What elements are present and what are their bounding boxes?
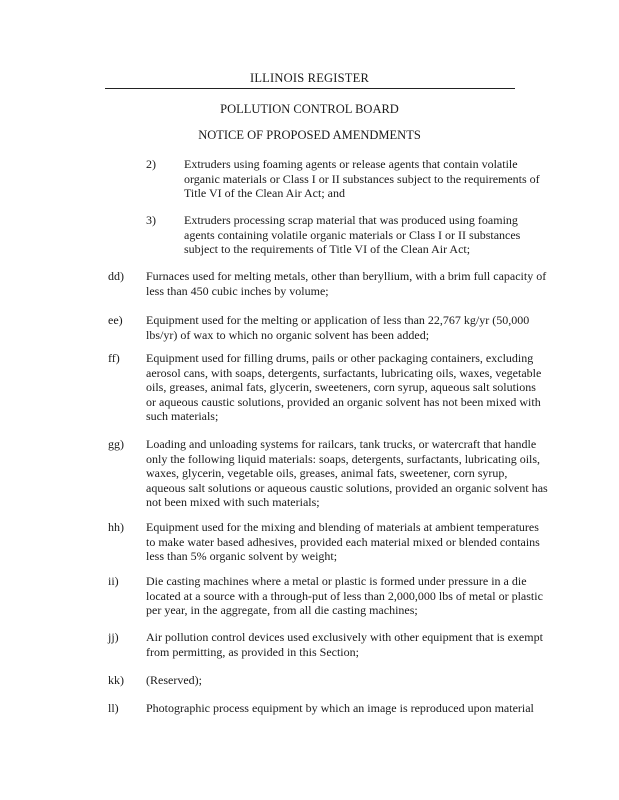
item-text: Air pollution control devices used exclusively with other equipment that is exempt from permitting, as provided in this Section; [146, 630, 543, 659]
item-text: Equipment used for the mixing and blending of materials at ambient temperatures to make water based adhesives, provided each material mixed or blended contains less than 5% organic solvent by weight; [146, 520, 540, 564]
item-label: 3) [146, 213, 156, 227]
item-text: Extruders using foaming agents or release agents that contain volatile organic materials or Class I or II substances subject to the requirements of Title VI of the Clean Air Act; and [184, 157, 540, 201]
item-label: hh) [108, 520, 124, 534]
item-label: ii) [108, 574, 119, 588]
item-text: Photographic process equipment by which an image is reproduced upon material [146, 701, 534, 715]
item-label: jj) [108, 630, 119, 644]
item-label: gg) [108, 437, 124, 451]
item-label: ll) [108, 701, 119, 715]
item-text: Loading and unloading systems for railcars, tank trucks, or watercraft that handle only the following liquid materials: soaps, detergents, surfactants, lubricating oils, waxes, glycerin, vegetable oils, greases, animal fats, sweetener, corn syrup, aqueous salt solutions or aqueous caustic solutions, provided an organic solvent has not been mixed with such materials; [146, 437, 548, 510]
notice-title: NOTICE OF PROPOSED AMENDMENTS [198, 128, 421, 142]
item-text: (Reserved); [146, 673, 202, 687]
item-label: ff) [108, 351, 120, 365]
item-text: Equipment used for the melting or application of less than 22,767 kg/yr (50,000 lbs/yr) of wax to which no organic solvent has been added; [146, 313, 530, 342]
item-label: dd) [108, 269, 124, 283]
item-text: Extruders processing scrap material that was produced using foaming agents containing volatile organic materials or Class I or II substances subject to the requirements of Title VI of the Clean Air Act; [184, 213, 521, 257]
register-title: ILLINOIS REGISTER [249, 71, 369, 85]
board-name: POLLUTION CONTROL BOARD [220, 102, 399, 116]
header-divider [105, 88, 515, 89]
item-label: 2) [146, 157, 156, 171]
item-label: kk) [108, 673, 124, 687]
item-label: ee) [108, 313, 123, 327]
item-text: Equipment used for filling drums, pails or other packaging containers, excluding aerosol cans, with soaps, detergents, surfactants, lubricating oils, waxes, vegetable oils, greases, animal fats, glycerin, sweeteners, corn syrup, aqueous salt solutions or aqueous caustic solutions, provided an organic solvent has not been mixed with such materials; [146, 351, 542, 424]
item-text: Die casting machines where a metal or plastic is formed under pressure in a die located at a source with a through-put of less than 2,000,000 lbs of metal or plastic per year, in the aggregate, from all die casting machines; [146, 574, 543, 618]
item-text: Furnaces used for melting metals, other than beryllium, with a brim full capacity of less than 450 cubic inches by volume; [146, 269, 547, 298]
